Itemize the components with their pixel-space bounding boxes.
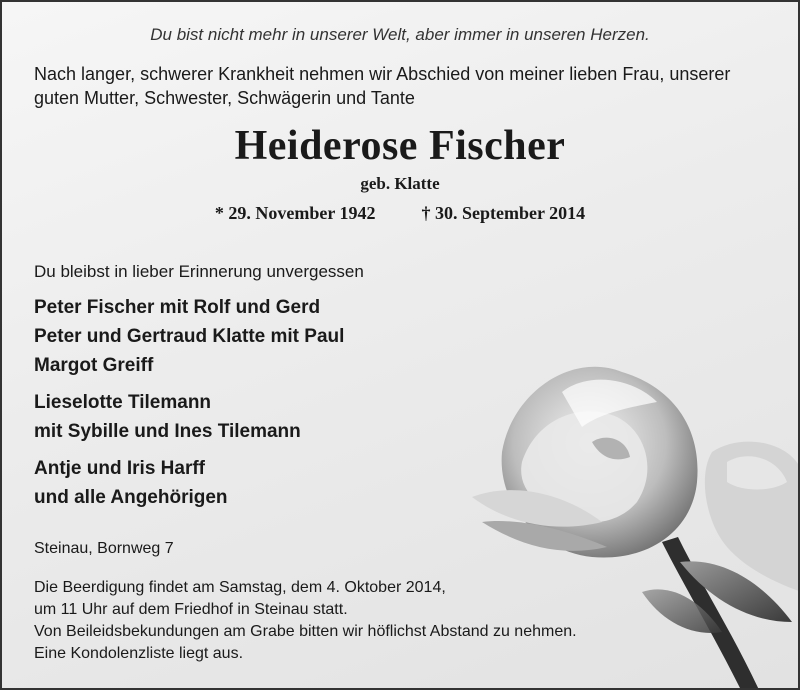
funeral-line: Von Beileidsbekundungen am Grabe bitten wir höflichst Abstand zu nehmen. <box>34 623 577 640</box>
funeral-notice <box>34 577 754 665</box>
intro-text <box>34 62 774 110</box>
intro-line: guten Mutter, Schwester, Schwägerin und Tante <box>34 88 415 108</box>
mourner: und alle Angehörigen <box>34 487 228 508</box>
remembrance-line: Du bleibst in lieber Erinnerung unvergessen <box>34 262 364 281</box>
mourner: mit Sybille und Ines Tilemann <box>34 421 301 442</box>
deceased-name: Heiderose Fischer <box>234 123 566 169</box>
funeral-line: Die Beerdigung findet am Samstag, dem 4. Oktober 2014, <box>34 579 446 596</box>
funeral-line: um 11 Uhr auf dem Friedhof in Steinau statt. <box>34 601 348 618</box>
mourner: Peter Fischer mit Rolf und Gerd <box>34 297 321 318</box>
mourners-list <box>34 293 344 512</box>
life-dates <box>2 203 798 224</box>
address: Steinau, Bornweg 7 <box>34 540 174 557</box>
mourner: Peter und Gertraud Klatte mit Paul <box>34 326 345 347</box>
mourner: Margot Greiff <box>34 355 154 376</box>
intro-line: Nach langer, schwerer Krankheit nehmen wir Abschied von meiner lieben Frau, unserer <box>34 64 731 84</box>
funeral-line: Eine Kondolenzliste liegt aus. <box>34 645 244 662</box>
death-date: † 30. September 2014 <box>421 203 586 223</box>
birth-date: * 29. November 1942 <box>214 203 376 223</box>
motto: Du bist nicht mehr in unserer Welt, aber immer in unseren Herzen. <box>150 25 650 44</box>
mourner: Antje und Iris Harff <box>34 458 206 479</box>
mourner: Lieselotte Tilemann <box>34 392 212 413</box>
maiden-name: geb. Klatte <box>360 174 440 193</box>
